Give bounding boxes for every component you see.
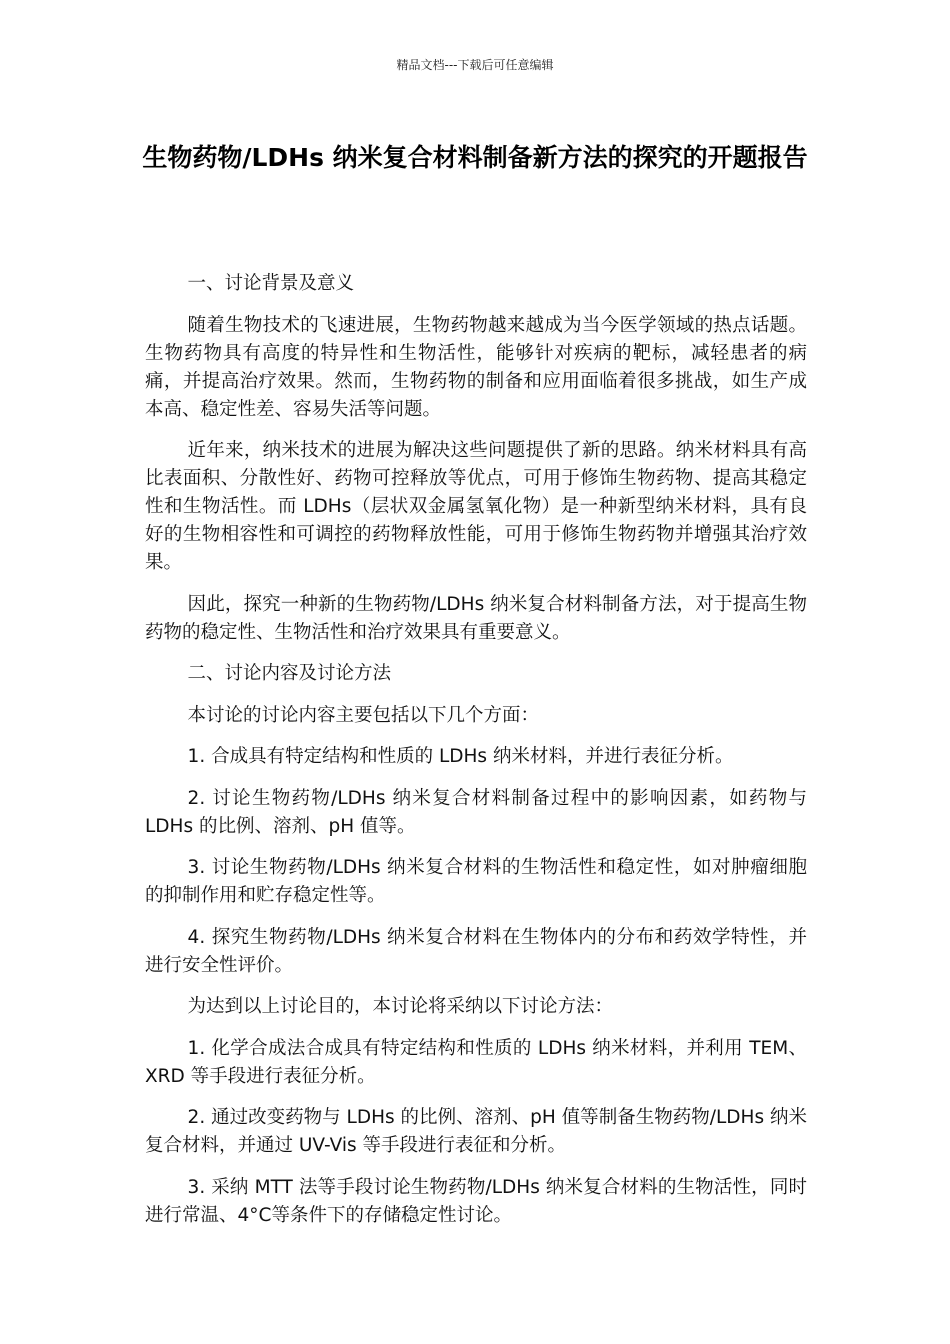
paragraph: 本讨论的讨论内容主要包括以下几个方面：	[187, 704, 540, 726]
list-item: 1. 合成具有特定结构和性质的 LDHs 纳米材料，并进行表征分析。	[187, 746, 734, 767]
document-body	[145, 270, 807, 1243]
list-item: 3. 采纳 MTT 法等手段讨论生物药物/LDHs 纳米复合材料的生物活性，同时进行常温、4°C等条件下的存储稳定性讨论。	[145, 1176, 807, 1226]
document-title: 生物药物/LDHs 纳米复合材料制备新方法的探究的开题报告	[142, 143, 808, 172]
list-item: 3. 讨论生物药物/LDHs 纳米复合材料的生物活性和稳定性，如对肿瘤细胞的抑制作用和贮存稳定性等。	[145, 857, 807, 906]
paragraph: 因此，探究一种新的生物药物/LDHs 纳米复合材料制备方法，对于提高生物药物的稳定性、生物活性和治疗效果具有重要意义。	[145, 593, 807, 643]
list-item: 2. 通过改变药物与 LDHs 的比例、溶剂、pH 值等制备生物药物/LDHs 纳米复合材料，并通过 UV-Vis 等手段进行表征和分析。	[145, 1107, 807, 1156]
header-note: 精品文档---下载后可任意编辑	[396, 58, 554, 72]
section-heading-background: 一、讨论背景及意义	[187, 273, 355, 294]
paragraph: 近年来，纳米技术的进展为解决这些问题提供了新的思路。纳米材料具有高比表面积、分散性好、药物可控释放等优点，可用于修饰生物药物、提高其稳定性和生物活性。而 LDHs（层状双金属氢氧化物）是一种新型纳米材料，具有良好的生物相容性和可调控的药物释放性能，可用于修饰生物药物并增强其治疗效果。	[145, 440, 807, 573]
paragraph: 随着生物技术的飞速进展，生物药物越来越成为当今医学领域的热点话题。生物药物具有高度的特异性和生物活性，能够针对疾病的靶标，减轻患者的病痛，并提高治疗效果。然而，生物药物的制备和应用面临着很多挑战，如生产成本高、稳定性差、容易失活等问题。	[145, 314, 807, 420]
section-heading-content-methods: 二、讨论内容及讨论方法	[187, 663, 392, 684]
list-item: 1. 化学合成法合成具有特定结构和性质的 LDHs 纳米材料，并利用 TEM、XRD 等手段进行表征分析。	[145, 1037, 807, 1087]
list-item: 4. 探究生物药物/LDHs 纳米复合材料在生物体内的分布和药效学特性，并进行安全性评价。	[145, 926, 807, 976]
paragraph: 为达到以上讨论目的，本讨论将采纳以下讨论方法：	[187, 996, 614, 1017]
list-item: 2. 讨论生物药物/LDHs 纳米复合材料制备过程中的影响因素，如药物与 LDHs 的比例、溶剂、pH 值等。	[145, 787, 807, 837]
